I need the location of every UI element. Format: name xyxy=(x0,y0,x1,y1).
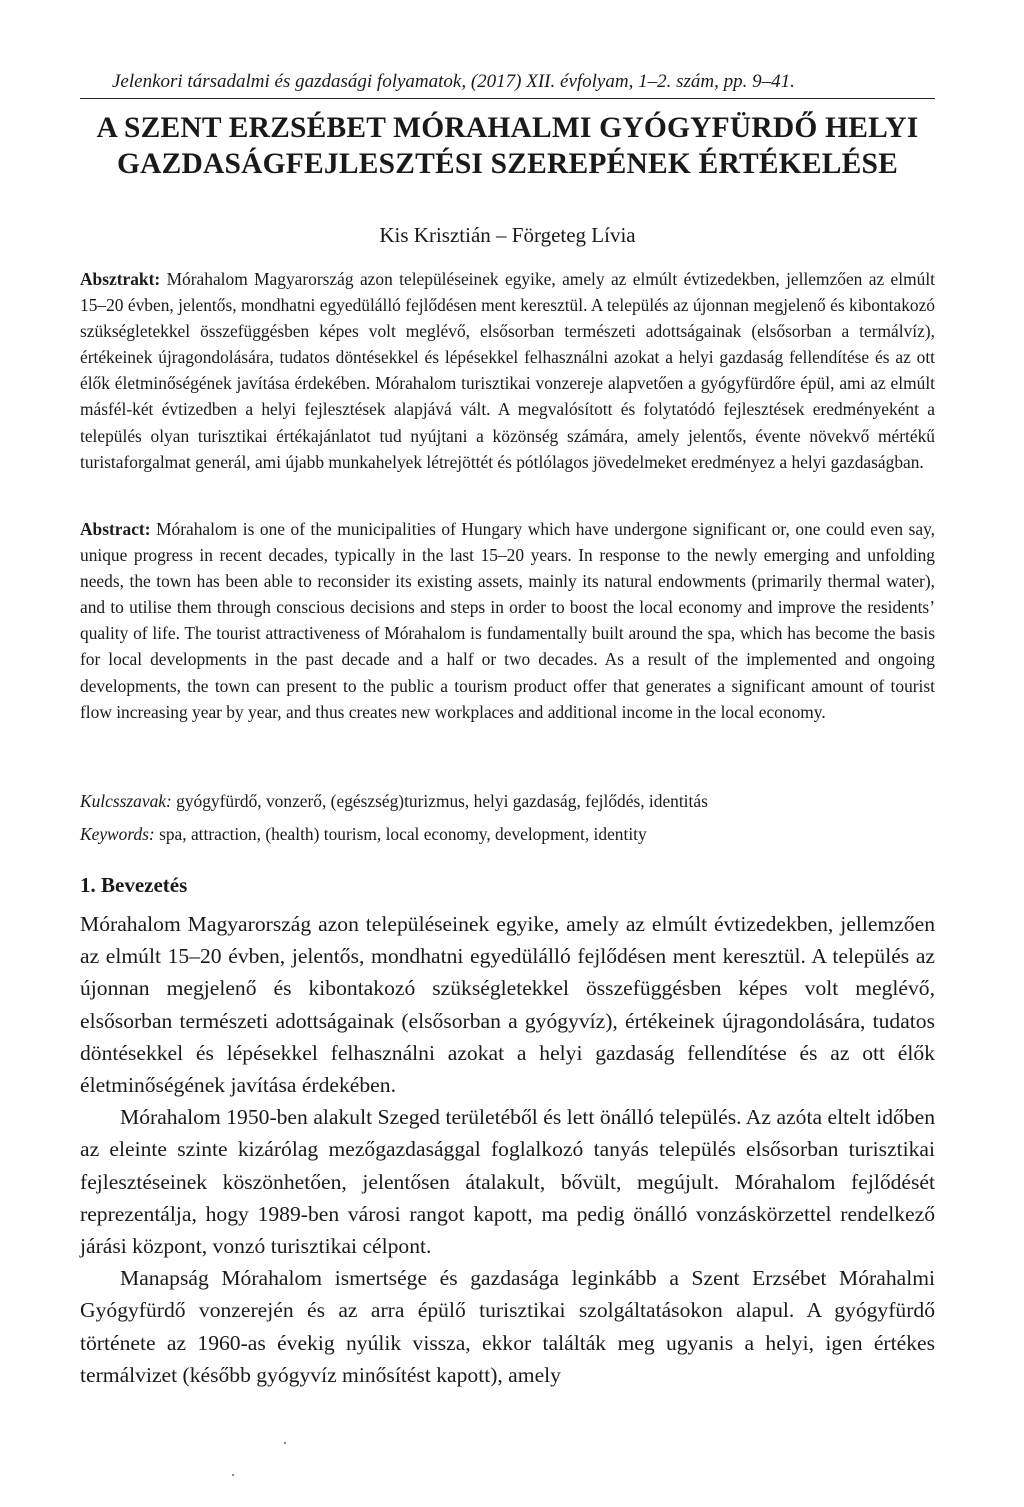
header-rule xyxy=(80,98,935,99)
article-authors: Kis Krisztián – Förgeteg Lívia xyxy=(379,223,636,247)
keywords-hu-label: Kulcsszavak: xyxy=(80,791,172,811)
abstract-en-text: Mórahalom is one of the municipalities of Hungary which have undergone significant or, one could even say, unique progress in recent decades, typically in the last 15–20 years. In response to the newly emerging and unfolding needs, the town has been able to reconsider its existing assets, mainly its natural endowments (primarily thermal water), and to utilise them through conscious decisions and steps in order to boost the local economy and improve the residents’ quality of life. The tourist attractiveness of Mórahalom is fundamentally built around the spa, which has become the basis for local developments in the past decade and a half or two decades. As a result of the implemented and ongoing developments, the town can present to the public a tourism product offer that generates a significant amount of tourist flow increasing year by year, and thus creates new workplaces and additional income in the local economy. xyxy=(80,519,935,722)
abstract-hungarian xyxy=(80,266,935,475)
abstract-en-label: Abstract: xyxy=(80,519,151,539)
keywords-en-text: spa, attraction, (health) tourism, local economy, development, identity xyxy=(159,824,647,844)
keywords-hungarian xyxy=(80,789,935,813)
title-line-2: GAZDASÁGFEJLESZTÉSI SZEREPÉNEK ÉRTÉKELÉSE xyxy=(117,148,898,180)
title-line-1: A SZENT ERZSÉBET MÓRAHALMI GYÓGYFÜRDŐ HELYI xyxy=(96,112,919,144)
journal-running-header: Jelenkori társadalmi és gazdasági folyamatok, (2017) XII. évfolyam, 1–2. szám, pp. 9–41. xyxy=(112,71,795,92)
scan-speck xyxy=(284,1442,286,1444)
body-paragraph: Mórahalom 1950-ben alakult Szeged területéből és lett önálló település. Az azóta eltelt időben az eleinte szinte kizárólag mezőgazdasággal foglalkozó tanyás település elsősorban turisztikai fejlesztéseinek köszönhetően, jelentősen átalakult, bővült, megújult. Mórahalom fejlődését reprezentálja, hogy 1989-ben városi rangot kapott, ma pedig önálló vonzáskörzettel rendelkező járási központ, vonzó turisztikai célpont. xyxy=(80,1105,935,1259)
section-body xyxy=(80,908,935,1391)
article-title xyxy=(80,110,935,182)
section-heading-introduction: 1. Bevezetés xyxy=(80,873,188,897)
body-paragraph: Manapság Mórahalom ismertsége és gazdasága leginkább a Szent Erzsébet Mórahalmi Gyógyfürdő vonzerején és az arra épülő turisztikai szolgáltatásokon alapul. A gyógyfürdő története az 1960-as évekig nyúlik vissza, ekkor találták meg ugyanis a helyi, igen értékes termálvizet (később gyógyvíz minősítést kapott), amely xyxy=(80,1266,935,1387)
abstract-hu-text: Mórahalom Magyarország azon településeinek egyike, amely az elmúlt évtizedekben, jellemzően az elmúlt 15–20 évben, jelentős, mondhatni egyedülálló fejlődésen ment keresztül. A település az újonnan megjelenő és kibontakozó szükségletekkel összefüggésben képes volt meglévő, elsősorban természeti adottságainak (elsősorban a termálvíz), értékeinek újragondolására, tudatos döntésekkel és lépésekkel felhasználni azokat a helyi gazdaság fellendítése és az ott élők életminőségének javítása érdekében. Mórahalom turisztikai vonzereje alapvetően a gyógyfürdőre épül, ami az elmúlt másfél-két évtizedben a helyi fejlesztések alapjává vált. A megvalósított és folytatódó fejlesztések eredményeként a település olyan turisztikai értékajánlatot tud nyújtani a közönség számára, amely jelentős, évente növekvő mértékű turistaforgalmat generál, ami újabb munkahelyek létrejöttét és pótlólagos jövedelmeket eredményez a helyi gazdaságban. xyxy=(80,269,935,472)
keywords-en-label: Keywords: xyxy=(80,824,155,844)
abstract-english xyxy=(80,516,935,725)
body-paragraph: Mórahalom Magyarország azon településeinek egyike, amely az elmúlt évtizedekben, jellemzően az elmúlt 15–20 évben, jelentős, mondhatni egyedülálló fejlődésen ment keresztül. A település az újonnan megjelenő és kibontakozó szükségletekkel összefüggésben képes volt meglévő, elsősorban természeti adottságainak (elsősorban a gyógyvíz), értékeinek újragondolására, tudatos döntésekkel és lépésekkel felhasználni azokat a helyi gazdaság fellendítése és az ott élők életminőségének javítása érdekében. xyxy=(80,912,935,1098)
keywords-english xyxy=(80,822,935,846)
scan-speck xyxy=(232,1474,234,1476)
abstract-hu-label: Absztrakt: xyxy=(80,269,161,289)
keywords-hu-text: gyógyfürdő, vonzerő, (egészség)turizmus, helyi gazdaság, fejlődés, identitás xyxy=(176,791,708,811)
